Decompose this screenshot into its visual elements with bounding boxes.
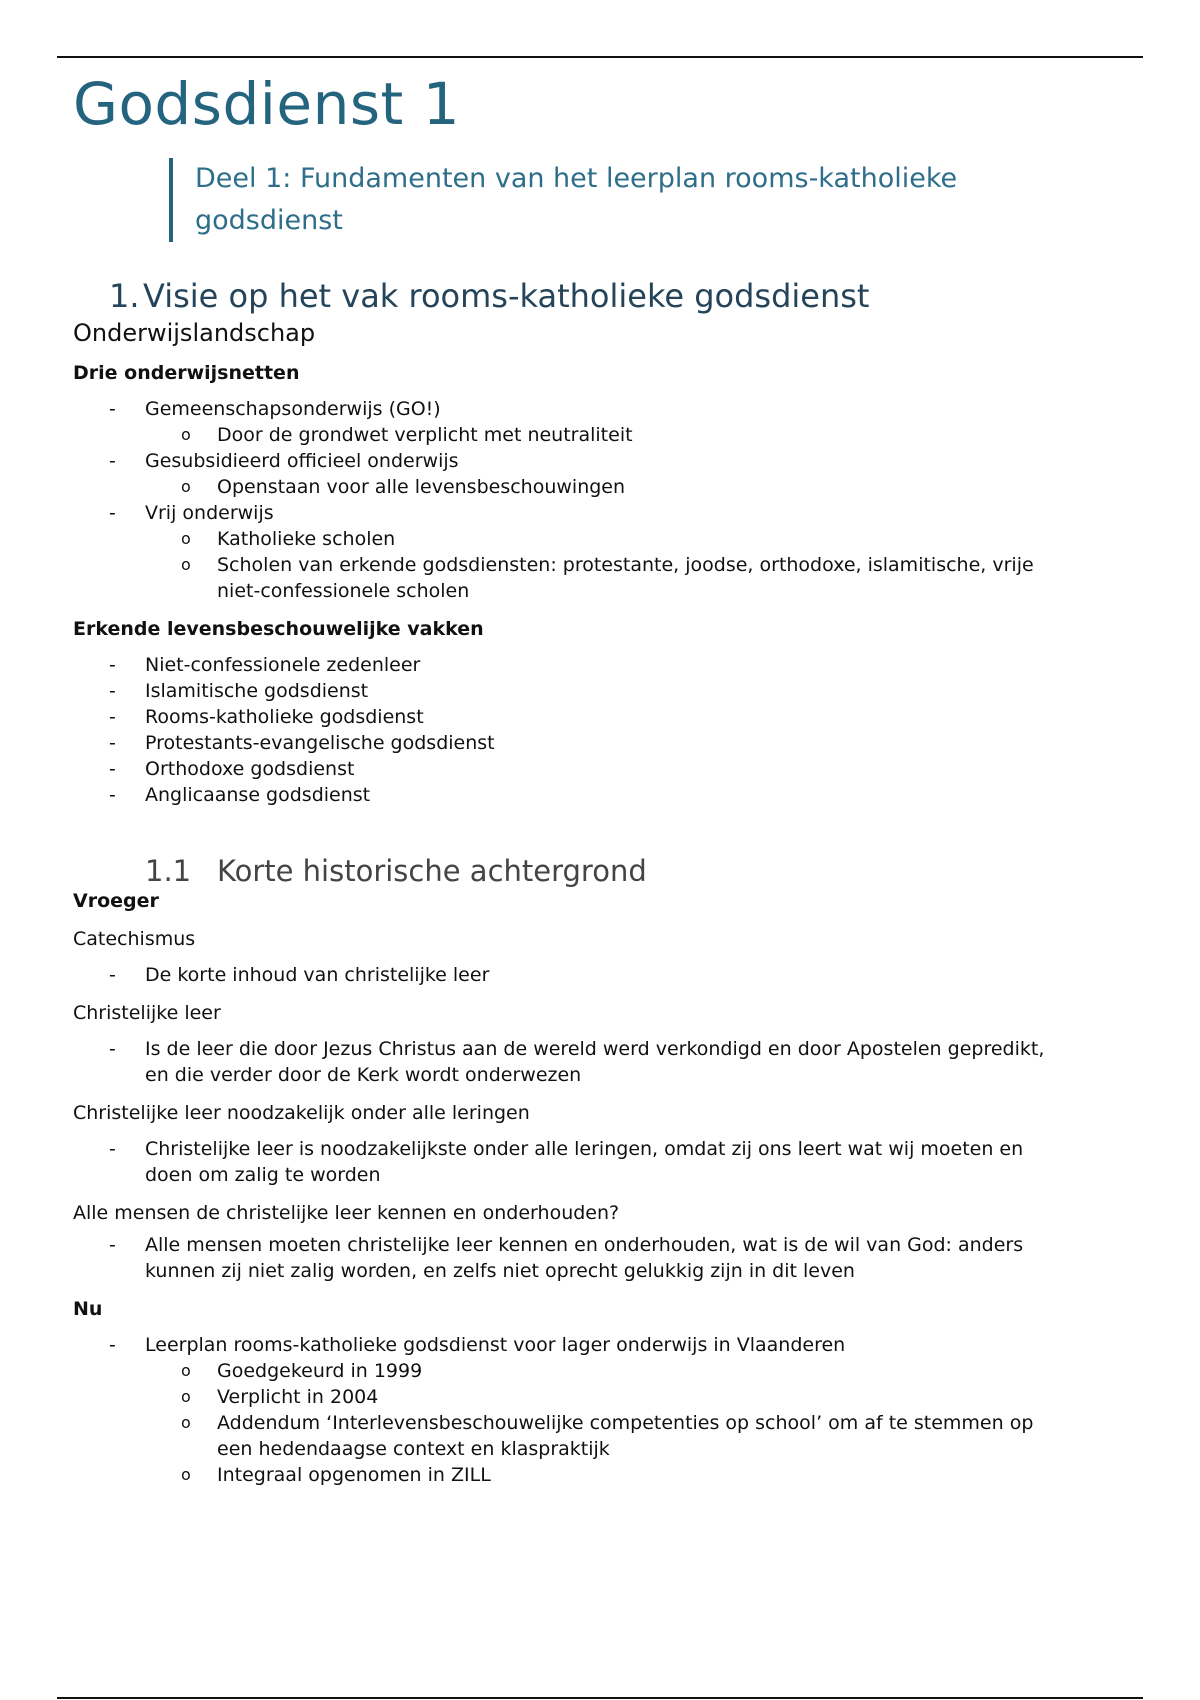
list-item [73, 782, 1113, 808]
sub-list [145, 422, 1113, 448]
sub-item-label: Door de grondwet verplicht met neutraliteit [217, 424, 633, 446]
circle-bullet: o [181, 477, 191, 496]
list-item-label: Anglicaanse godsdienst [145, 784, 371, 806]
list-item [73, 1232, 1113, 1284]
circle-bullet: o [181, 425, 191, 444]
leer-list [73, 1036, 1113, 1088]
list-item-line-1: Christelijke leer is noodzakelijkste onder alle leringen, omdat zij ons leert wat wij moeten en [145, 1138, 1024, 1160]
list-item-label: Rooms-katholieke godsdienst [145, 706, 424, 728]
sub-list-item [145, 1410, 1113, 1462]
sub-list-item [145, 1384, 1113, 1410]
list-item-label: Leerplan rooms-katholieke godsdienst voor lager onderwijs in Vlaanderen [145, 1334, 846, 1356]
list-item [73, 652, 1113, 678]
list-item-line-1: Alle mensen moeten christelijke leer kennen en onderhouden, wat is de wil van God: anders [145, 1234, 1024, 1256]
sub-item-line-1: Scholen van erkende godsdiensten: protestante, joodse, orthodoxe, islamitische, vrije [217, 554, 1034, 576]
dash-bullet: - [109, 784, 116, 806]
dash-bullet: - [109, 1234, 116, 1256]
subjects-list [73, 652, 1113, 808]
sub-list-item [145, 526, 1113, 552]
dash-bullet: - [109, 706, 116, 728]
list-item [73, 396, 1113, 448]
landscape-heading: Onderwijslandschap [73, 319, 316, 347]
circle-bullet: o [181, 1361, 191, 1380]
sub-list [145, 526, 1113, 604]
catechism-list [73, 962, 1113, 988]
sub-list [145, 1358, 1113, 1488]
dash-bullet: - [109, 398, 116, 420]
list-item [73, 678, 1113, 704]
document-body [73, 72, 1113, 1488]
dash-bullet: - [109, 758, 116, 780]
list-item-label: Gesubsidieerd officieel onderwijs [145, 450, 459, 472]
quote-line-2: godsdienst [195, 205, 343, 236]
sub-item-line-1: Addendum ‘Interlevensbeschouwelijke competenties op school’ om af te stemmen op [217, 1412, 1034, 1434]
list-item-label: Protestants-evangelische godsdienst [145, 732, 495, 754]
circle-bullet: o [181, 1413, 191, 1432]
circle-bullet: o [181, 1387, 191, 1406]
heading-1-text: Visie op het vak rooms-katholieke godsdienst [143, 277, 870, 315]
heading-1-number: 1. [109, 277, 140, 315]
circle-bullet: o [181, 529, 191, 548]
list-item [73, 730, 1113, 756]
list-item [73, 962, 1113, 988]
intro-quote [169, 158, 1113, 242]
list-item-label: De korte inhoud van christelijke leer [145, 964, 490, 986]
sub-item-line-2: niet-confessionele scholen [217, 580, 470, 602]
list-item-label: Islamitische godsdienst [145, 680, 369, 702]
leer-label: Christelijke leer [73, 1002, 221, 1024]
sub-item-line-2: een hedendaagse context en klaspraktijk [217, 1438, 610, 1460]
sub-item-label: Integraal opgenomen in ZILL [217, 1464, 491, 1486]
sub-item-label: Goedgekeurd in 1999 [217, 1360, 423, 1382]
sub-item-label: Verplicht in 2004 [217, 1386, 379, 1408]
heading-1 [109, 276, 1113, 316]
list-item-line-2: doen om zalig te worden [145, 1164, 381, 1186]
quote-line-1: Deel 1: Fundamenten van het leerplan rooms-katholieke [195, 163, 958, 194]
heading-2-number: 1.1 [145, 854, 192, 888]
dash-bullet: - [109, 1138, 116, 1160]
allen-list [73, 1232, 1113, 1284]
vroeger-label: Vroeger [73, 890, 159, 912]
sub-list-item [145, 1358, 1113, 1384]
sub-item-label: Openstaan voor alle levensbeschouwingen [217, 476, 626, 498]
dash-bullet: - [109, 1334, 116, 1356]
sub-list-item [145, 474, 1113, 500]
nets-list [73, 396, 1113, 604]
list-item-label: Gemeenschapsonderwijs (GO!) [145, 398, 441, 420]
dash-bullet: - [109, 1038, 116, 1060]
bottom-rule [57, 1697, 1143, 1699]
list-item-line-2: kunnen zij niet zalig worden, en zelfs niet oprecht gelukkig zijn in dit leven [145, 1260, 855, 1282]
heading-2-text: Korte historische achtergrond [217, 854, 647, 888]
sub-item-label: Katholieke scholen [217, 528, 396, 550]
list-item [73, 1136, 1113, 1188]
list-item-label: Orthodoxe godsdienst [145, 758, 355, 780]
circle-bullet: o [181, 555, 191, 574]
list-item [73, 448, 1113, 500]
dash-bullet: - [109, 680, 116, 702]
list-item [73, 704, 1113, 730]
page-title: Godsdienst 1 [73, 70, 461, 138]
sub-list-item [145, 1462, 1113, 1488]
list-item-line-1: Is de leer die door Jezus Christus aan de wereld werd verkondigd en door Apostelen gepredikt, [145, 1038, 1045, 1060]
list-item [73, 1036, 1113, 1088]
sub-list-item [145, 422, 1113, 448]
dash-bullet: - [109, 502, 116, 524]
list-item-label: Niet-confessionele zedenleer [145, 654, 421, 676]
list-item [73, 756, 1113, 782]
circle-bullet: o [181, 1465, 191, 1484]
subjects-title: Erkende levensbeschouwelijke vakken [73, 618, 484, 640]
list-item [73, 1332, 1113, 1488]
list-item-line-2: en die verder door de Kerk wordt onderwezen [145, 1064, 582, 1086]
allen-label: Alle mensen de christelijke leer kennen en onderhouden? [73, 1202, 620, 1224]
dash-bullet: - [109, 964, 116, 986]
noodzakelijk-label: Christelijke leer noodzakelijk onder alle leringen [73, 1102, 530, 1124]
leerplan-list [73, 1332, 1113, 1488]
sub-list-item [145, 552, 1113, 604]
dash-bullet: - [109, 732, 116, 754]
heading-2 [145, 854, 1113, 888]
dash-bullet: - [109, 450, 116, 472]
sub-list [145, 474, 1113, 500]
noodzakelijk-list [73, 1136, 1113, 1188]
list-item-label: Vrij onderwijs [145, 502, 274, 524]
nets-title: Drie onderwijsnetten [73, 362, 300, 384]
list-item [73, 500, 1113, 604]
dash-bullet: - [109, 654, 116, 676]
catechism-label: Catechismus [73, 928, 196, 950]
nu-label: Nu [73, 1298, 103, 1320]
top-rule [57, 56, 1143, 58]
